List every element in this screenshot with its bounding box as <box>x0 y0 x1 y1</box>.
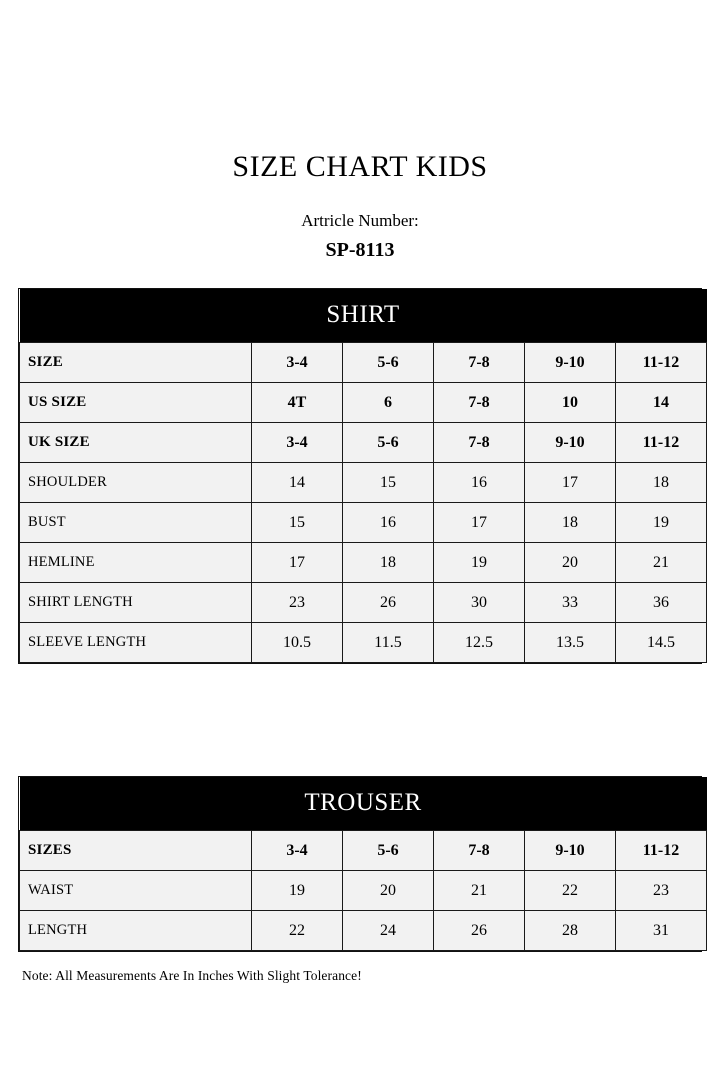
row-label: BUST <box>20 503 252 543</box>
cell-value: 7-8 <box>434 383 525 423</box>
row-label: SLEEVE LENGTH <box>20 623 252 663</box>
cell-value: 11.5 <box>343 623 434 663</box>
page-title: SIZE CHART KIDS <box>232 150 488 183</box>
row-label: UK SIZE <box>20 423 252 463</box>
row-label: SHOULDER <box>20 463 252 503</box>
table-row <box>20 583 707 623</box>
cell-value: 36 <box>616 583 707 623</box>
table-row <box>20 463 707 503</box>
cell-value: 4T <box>252 383 343 423</box>
shirt-banner-row <box>20 289 707 343</box>
table-row <box>20 871 707 911</box>
cell-value: 7-8 <box>434 423 525 463</box>
cell-value: 15 <box>252 503 343 543</box>
cell-value: 12.5 <box>434 623 525 663</box>
cell-value: 21 <box>434 871 525 911</box>
article-number-value: SP-8113 <box>325 239 395 261</box>
cell-value: 16 <box>434 463 525 503</box>
cell-value: 18 <box>343 543 434 583</box>
cell-value: 11-12 <box>616 423 707 463</box>
cell-value: 16 <box>343 503 434 543</box>
cell-value: 19 <box>616 503 707 543</box>
table-row <box>20 911 707 951</box>
cell-value: 13.5 <box>525 623 616 663</box>
table-row <box>20 423 707 463</box>
cell-value: 11-12 <box>616 831 707 871</box>
table-row <box>20 503 707 543</box>
cell-value: 30 <box>434 583 525 623</box>
row-label: WAIST <box>20 871 252 911</box>
cell-value: 28 <box>525 911 616 951</box>
cell-value: 3-4 <box>252 831 343 871</box>
cell-value: 17 <box>252 543 343 583</box>
cell-value: 23 <box>252 583 343 623</box>
cell-value: 20 <box>525 543 616 583</box>
row-label: SIZE <box>20 343 252 383</box>
trouser-banner-label: TROUSER <box>20 777 707 831</box>
cell-value: 22 <box>525 871 616 911</box>
cell-value: 6 <box>343 383 434 423</box>
row-label: US SIZE <box>20 383 252 423</box>
cell-value: 10 <box>525 383 616 423</box>
trouser-table <box>19 777 707 951</box>
cell-value: 9-10 <box>525 343 616 383</box>
cell-value: 3-4 <box>252 343 343 383</box>
row-label: SHIRT LENGTH <box>20 583 252 623</box>
cell-value: 17 <box>434 503 525 543</box>
cell-value: 26 <box>343 583 434 623</box>
shirt-banner-label: SHIRT <box>20 289 707 343</box>
cell-value: 5-6 <box>343 343 434 383</box>
cell-value: 5-6 <box>343 423 434 463</box>
table-row <box>20 383 707 423</box>
cell-value: 22 <box>252 911 343 951</box>
section-spacer <box>18 664 702 750</box>
cell-value: 19 <box>252 871 343 911</box>
cell-value: 14.5 <box>616 623 707 663</box>
cell-value: 23 <box>616 871 707 911</box>
cell-value: 9-10 <box>525 423 616 463</box>
row-label: SIZES <box>20 831 252 871</box>
table-row <box>20 543 707 583</box>
table-row <box>20 623 707 663</box>
measurement-note: Note: All Measurements Are In Inches With Slight Tolerance! <box>22 968 362 983</box>
row-label: HEMLINE <box>20 543 252 583</box>
cell-value: 7-8 <box>434 343 525 383</box>
cell-value: 18 <box>525 503 616 543</box>
cell-value: 7-8 <box>434 831 525 871</box>
trouser-banner-row <box>20 777 707 831</box>
cell-value: 20 <box>343 871 434 911</box>
cell-value: 33 <box>525 583 616 623</box>
cell-value: 19 <box>434 543 525 583</box>
cell-value: 14 <box>616 383 707 423</box>
cell-value: 24 <box>343 911 434 951</box>
table-row <box>20 343 707 383</box>
cell-value: 26 <box>434 911 525 951</box>
cell-value: 21 <box>616 543 707 583</box>
cell-value: 11-12 <box>616 343 707 383</box>
article-number-label: Artricle Number: <box>301 211 419 230</box>
cell-value: 31 <box>616 911 707 951</box>
cell-value: 3-4 <box>252 423 343 463</box>
cell-value: 9-10 <box>525 831 616 871</box>
row-label: LENGTH <box>20 911 252 951</box>
trouser-table-wrapper <box>18 776 702 952</box>
cell-value: 14 <box>252 463 343 503</box>
table-row <box>20 831 707 871</box>
shirt-table <box>19 289 707 663</box>
cell-value: 10.5 <box>252 623 343 663</box>
cell-value: 15 <box>343 463 434 503</box>
cell-value: 5-6 <box>343 831 434 871</box>
cell-value: 18 <box>616 463 707 503</box>
cell-value: 17 <box>525 463 616 503</box>
shirt-table-wrapper <box>18 288 702 664</box>
